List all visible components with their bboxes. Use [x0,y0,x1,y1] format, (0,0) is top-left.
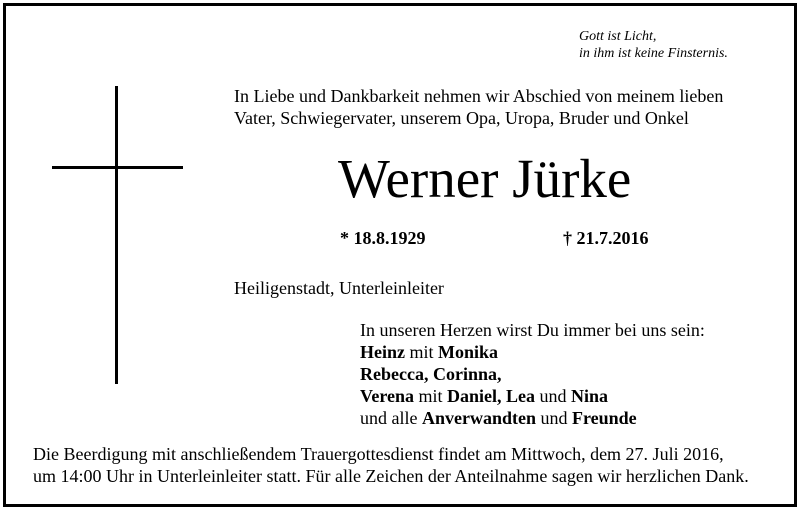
footer-line-1: Die Beerdigung mit anschließendem Trauergottesdienst findet am Mittwoch, dem 27. Juli 2016, [33,444,724,464]
mourners-line-3: Verena mit Daniel, Lea und Nina [360,386,609,406]
mourners-line-4: und alle Anverwandten und Freunde [360,408,637,428]
cross-icon [115,86,118,384]
funeral-notice [33,443,749,487]
footer-line-2: um 14:00 Uhr in Unterleinleiter statt. Für alle Zeichen der Anteilnahme sagen wir herzlichen Dank. [33,466,749,486]
mourners-heading: In unseren Herzen wirst Du immer bei uns sein: [360,320,705,340]
mourners-line-1: Heinz mit Monika [360,342,499,362]
birth-date: * 18.8.1929 [340,228,426,248]
deceased-name: Werner Jürke [338,148,632,209]
place-of-residence: Heiligenstadt, Unterleinleiter [234,278,444,298]
quote-line-2: in ihm ist keine Finsternis. [579,46,728,61]
mourners-line-2: Rebecca, Corinna, [360,364,502,384]
cross-icon-bar [52,166,183,169]
intro-text [234,85,723,129]
mourners-list [360,319,705,429]
intro-line-2: Vater, Schwiegervater, unserem Opa, Uropa, Bruder und Onkel [234,108,689,128]
intro-line-1: In Liebe und Dankbarkeit nehmen wir Abschied von meinem lieben [234,86,724,106]
death-date: † 21.7.2016 [563,228,649,248]
scripture-quote [579,28,728,62]
quote-line-1: Gott ist Licht, [579,29,657,44]
obituary-frame [3,3,797,507]
